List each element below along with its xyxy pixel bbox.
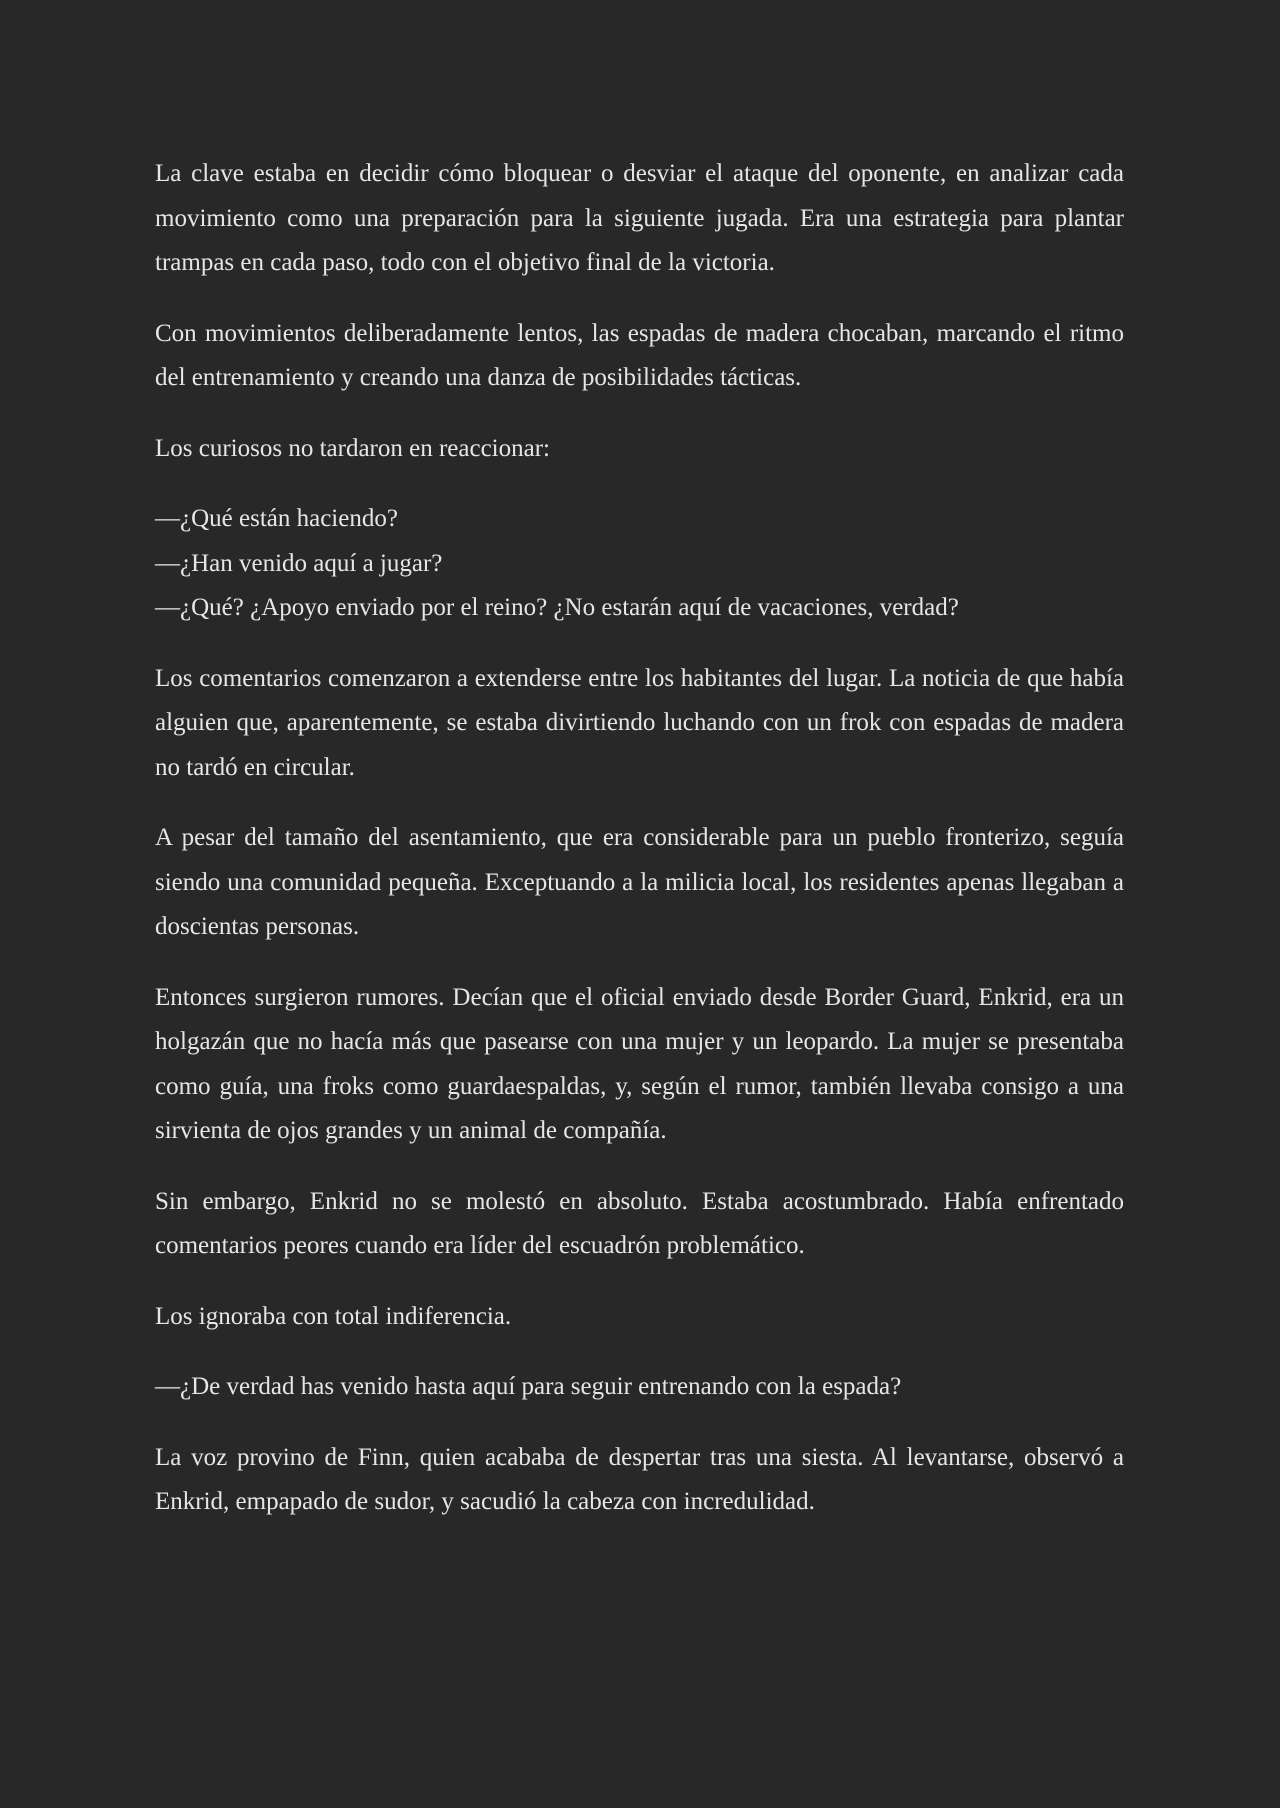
dialogue-line: —¿Qué? ¿Apoyo enviado por el reino? ¿No estarán aquí de vacaciones, verdad? <box>155 594 959 621</box>
paragraph-finn-question: —¿De verdad has venido hasta aquí para seguir entrenando con la espada? <box>155 1373 902 1400</box>
paragraph-wooden-swords: Con movimientos deliberadamente lentos, las espadas de madera chocaban, marcando el ritmo del entrenamiento y creando una danza de posibilidades tácticas. <box>155 319 1124 391</box>
paragraph-comments-spread: Los comentarios comenzaron a extenderse entre los habitantes del lugar. La noticia de que había alguien que, aparentemente, se estaba divirtiendo luchando con un frok con espadas de madera no tardó en circular. <box>155 664 1124 781</box>
document-body <box>155 152 1124 1551</box>
dialogue-block <box>155 497 1124 631</box>
paragraph-indifference: Los ignoraba con total indiferencia. <box>155 1302 512 1330</box>
paragraph-finn-wakes: La voz provino de Finn, quien acababa de despertar tras una siesta. Al levantarse, observó a Enkrid, empapado de sudor, y sacudió la cabeza con incredulidad. <box>155 1443 1124 1515</box>
paragraph-curious-react: Los curiosos no tardaron en reaccionar: <box>155 434 550 462</box>
dialogue-line: —¿Han venido aquí a jugar? <box>155 549 443 577</box>
paragraph-enkrid-unbothered: Sin embargo, Enkrid no se molestó en absoluto. Estaba acostumbrado. Había enfrentado comentarios peores cuando era líder del escuadrón problemático. <box>155 1187 1124 1259</box>
paragraph-strategy: La clave estaba en decidir cómo bloquear o desviar el ataque del oponente, en analizar cada movimiento como una preparación para la siguiente jugada. Era una estrategia para plantar trampas en cada paso, todo con el objetivo final de la victoria. <box>155 160 1124 276</box>
paragraph-rumors: Entonces surgieron rumores. Decían que el oficial enviado desde Border Guard, Enkrid, era un holgazán que no hacía más que pasearse con una mujer y un leopardo. La mujer se presentaba como guía, una froks como guardaespaldas, y, según el rumor, también llevaba consigo a una sirvienta de ojos grandes y un animal de compañía. <box>155 983 1124 1144</box>
dialogue-line: —¿Qué están haciendo? <box>155 505 398 532</box>
paragraph-settlement-size: A pesar del tamaño del asentamiento, que era considerable para un pueblo fronterizo, seguía siendo una comunidad pequeña. Exceptuando a la milicia local, los residentes apenas llegaban a doscientas personas. <box>155 824 1124 940</box>
